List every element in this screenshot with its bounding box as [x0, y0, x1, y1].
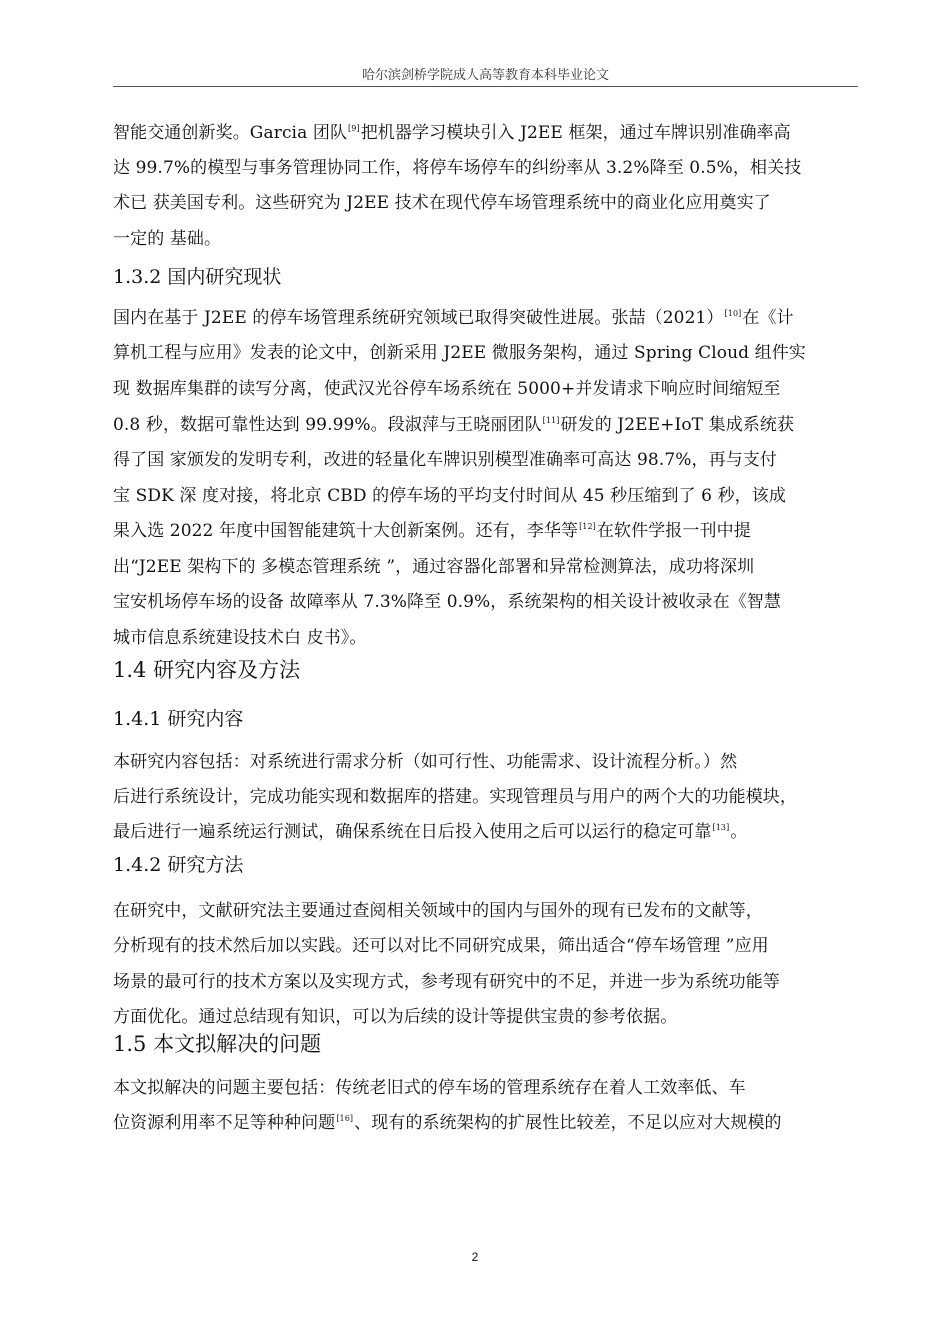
- section-heading-1-5: 1.5 本文拟解决的问题: [113, 1032, 322, 1056]
- text-line: [113, 188, 771, 213]
- text-line: [113, 516, 751, 541]
- citation-ref: [9]: [348, 124, 360, 133]
- text-run: 果入选 2022 年度中国智能建筑十大创新案例。还有，李华等: [113, 521, 579, 541]
- text-run: 。: [730, 822, 748, 842]
- text-line: [113, 1002, 677, 1027]
- text-line: [113, 896, 763, 921]
- text-run: 算机工程与应用》发表的论文中，创新采用 J2EE 微服务架构，通过 Spring Cloud 组件实: [113, 343, 806, 363]
- text-run: 出“J2EE 架构下的 多模态管理系统 ”，通过容器化部署和异常检测算法，成功将深圳: [113, 557, 755, 577]
- section-heading-1-4: 1.4 研究内容及方法: [113, 658, 301, 682]
- text-run: 智能交通创新奖。Garcia 团队: [113, 123, 348, 143]
- text-run: 方面优化。通过总结现有知识，可以为后续的设计等提供宝贵的参考依据。: [113, 1007, 678, 1027]
- page-number: 2: [471, 1250, 479, 1264]
- text-run: 城市信息系统建设技术白 皮书》。: [113, 628, 367, 648]
- citation-ref: [13]: [712, 823, 730, 832]
- text-line: [113, 967, 780, 992]
- text-run: 0.8 秒，数据可靠性达到 99.99%。段淑萍与王晓丽团队: [113, 415, 542, 435]
- text-line: [113, 224, 221, 249]
- text-run: 国内在基于 J2EE 的停车场管理系统研究领域已取得突破性进展。张喆（2021）: [113, 308, 724, 328]
- text-line: [113, 817, 747, 842]
- text-line: [113, 1108, 782, 1133]
- text-run: 在研究中，文献研究法主要通过查阅相关领域中的国内与国外的现有已发布的文献等，: [113, 901, 763, 921]
- section-heading-1-3-2: 1.3.2 国内研究现状: [113, 266, 282, 288]
- text-run: 把机器学习模块引入 J2EE 框架，通过车牌识别准确率高: [360, 123, 791, 143]
- text-run: 分析现有的技术然后加以实践。还可以对比不同研究成果，筛出适合“停车场管理 ”应用: [113, 936, 769, 956]
- text-line: [113, 931, 769, 956]
- text-run: 本研究内容包括：对系统进行需求分析（如可行性、功能需求、设计流程分析。）然: [113, 752, 738, 772]
- text-line: [113, 410, 794, 435]
- section-heading-1-4-2: 1.4.2 研究方法: [113, 854, 244, 876]
- text-line: [113, 552, 754, 577]
- text-run: 现 数据库集群的读写分离，使武汉光谷停车场系统在 5000+并发请求下响应时间缩短至: [113, 379, 781, 399]
- section-heading-1-4-1: 1.4.1 研究内容: [113, 708, 244, 730]
- text-run: 术已 获美国专利。这些研究为 J2EE 技术在现代停车场管理系统中的商业化应用奠实了: [113, 193, 771, 213]
- text-run: 宝 SDK 深 度对接，将北京 CBD 的停车场的平均支付时间从 45 秒压缩到了 6 秒，该成: [113, 486, 786, 506]
- header-divider: [113, 86, 858, 87]
- text-line: [113, 445, 777, 470]
- text-run: 达 99.7%的模型与事务管理协同工作，将停车场停车的纠纷率从 3.2%降至 0.5%，相关技: [113, 158, 802, 178]
- citation-ref: [11]: [542, 416, 560, 425]
- text-line: [113, 153, 801, 178]
- text-line: [113, 747, 737, 772]
- text-run: 研发的 J2EE+IoT 集成系统获: [560, 415, 795, 435]
- text-run: 得了国 家颁发的发明专利，改进的轻量化车牌识别模型准确率可高达 98.7%，再与支付: [113, 450, 778, 470]
- text-line: [113, 481, 786, 506]
- text-line: [113, 303, 794, 328]
- text-line: [113, 623, 367, 648]
- citation-ref: [10]: [724, 309, 742, 318]
- text-run: 位资源利用率不足等种种问题: [113, 1113, 336, 1133]
- text-line: [113, 782, 797, 807]
- citation-ref: [12]: [579, 522, 596, 531]
- text-run: 宝安机场停车场的设备 故障率从 7.3%降至 0.9%，系统架构的相关设计被收录在《智慧: [113, 592, 781, 612]
- citation-ref: [16]: [336, 1114, 354, 1123]
- text-run: 一定的 基础。: [113, 229, 222, 249]
- text-run: 、现有的系统架构的扩展性比较差，不足以应对大规模的: [354, 1113, 782, 1133]
- text-run: 在《计: [742, 308, 794, 328]
- text-run: 本文拟解决的问题主要包括：传统老旧式的停车场的管理系统存在着人工效率低、车: [113, 1078, 746, 1098]
- text-line: [113, 1073, 746, 1098]
- running-header: 哈尔滨剑桥学院成人高等教育本科毕业论文: [361, 68, 609, 83]
- text-run: 后进行系统设计，完成功能实现和数据库的搭建。实现管理员与用户的两个大的功能模块，: [113, 787, 797, 807]
- text-run: 场景的最可行的技术方案以及实现方式，参考现有研究中的不足，并进一步为系统功能等: [113, 972, 780, 992]
- text-line: [113, 338, 806, 363]
- text-line: [113, 118, 791, 143]
- text-line: [113, 374, 781, 399]
- text-run: 在软件学报一刊中提: [596, 521, 751, 541]
- text-run: 最后进行一遍系统运行测试，确保系统在日后投入使用之后可以运行的稳定可靠: [113, 822, 712, 842]
- text-line: [113, 587, 781, 612]
